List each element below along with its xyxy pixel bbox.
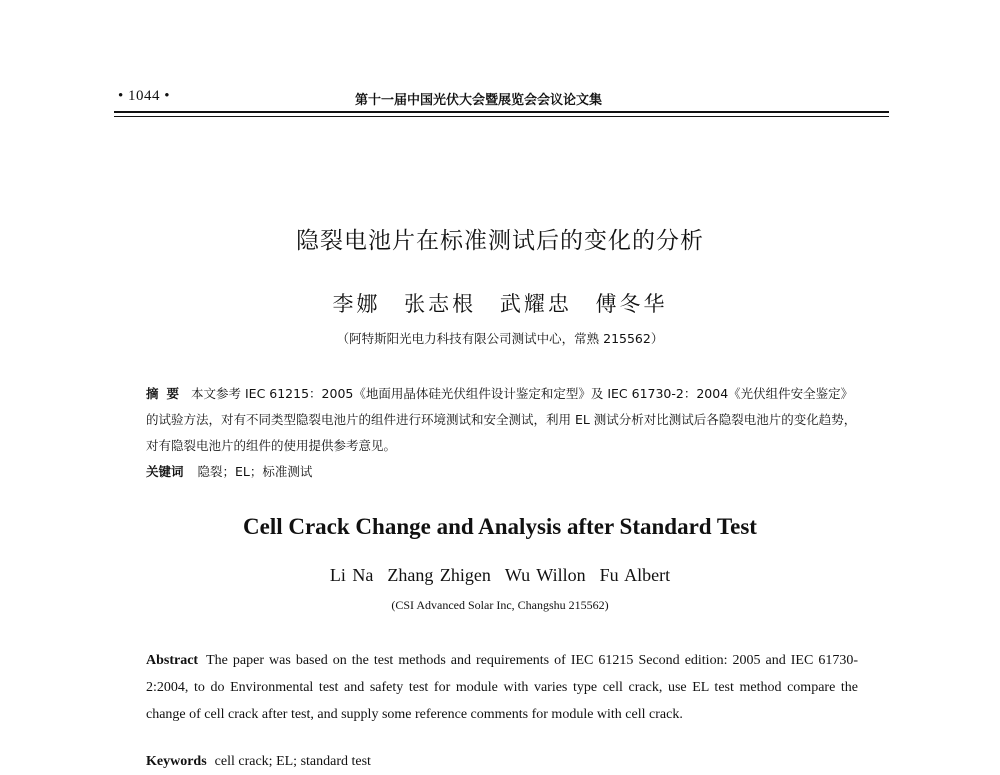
chinese-abstract-text: 本文参考 IEC 61215：2005《地面用晶体硅光伏组件设计鉴定和定型》及 IEC 61730-2：2004《光伏组件安全鉴定》的试验方法，对有不同类型隐裂电池片的组件进行环境测试和安全测试，利用 EL 测试分析对比测试后各隐裂电池片的变化趋势，对有隐裂电池片的组件的使用提供参考意见。 — [146, 386, 857, 453]
english-authors — [0, 565, 1000, 586]
english-abstract — [146, 647, 858, 728]
chinese-affiliation: （阿特斯阳光电力科技有限公司测试中心，常熟 215562） — [336, 331, 664, 346]
journal-title: 第十一届中国光伏大会暨展览会会议论文集 — [355, 93, 603, 108]
header-rule-thin — [114, 116, 889, 117]
english-abstract-label: Abstract — [146, 653, 199, 668]
author-name: Zhang Zhigen — [387, 565, 491, 585]
english-keywords-text: cell crack; EL; standard test — [214, 754, 371, 769]
english-keywords-label: Keywords — [146, 754, 207, 769]
english-keywords — [146, 748, 858, 775]
chinese-title: 隐裂电池片在标准测试后的变化的分析 — [296, 228, 704, 254]
running-header — [114, 88, 889, 108]
chinese-keywords-label: 关键词 — [146, 464, 184, 479]
chinese-abstract — [146, 381, 858, 459]
author-name: Wu Willon — [504, 565, 586, 585]
page-number: • 1044 • — [118, 88, 171, 104]
english-title: Cell Crack Change and Analysis after Standard Test — [243, 514, 757, 539]
english-abstract-text: The paper was based on the test methods and requirements of IEC 61215 Second edition: 2005 and IEC 61730-2:2004, to do Environmental test and safety test for module with varies type cell crack, use EL test method compare the change of cell crack after test, and supply some reference comments for module with cell crack. — [146, 653, 858, 722]
chinese-abstract-label: 摘要 — [146, 386, 188, 401]
chinese-keywords — [146, 459, 858, 485]
chinese-authors: 李娜 张志根 武耀忠 傅冬华 — [332, 292, 668, 316]
author-name: Li Na — [329, 565, 374, 585]
author-name: Fu Albert — [599, 565, 671, 585]
chinese-keywords-text: 隐裂；EL；标准测试 — [197, 464, 313, 479]
header-rule-thick — [114, 111, 889, 113]
english-affiliation: (CSI Advanced Solar Inc, Changshu 215562) — [391, 598, 609, 612]
